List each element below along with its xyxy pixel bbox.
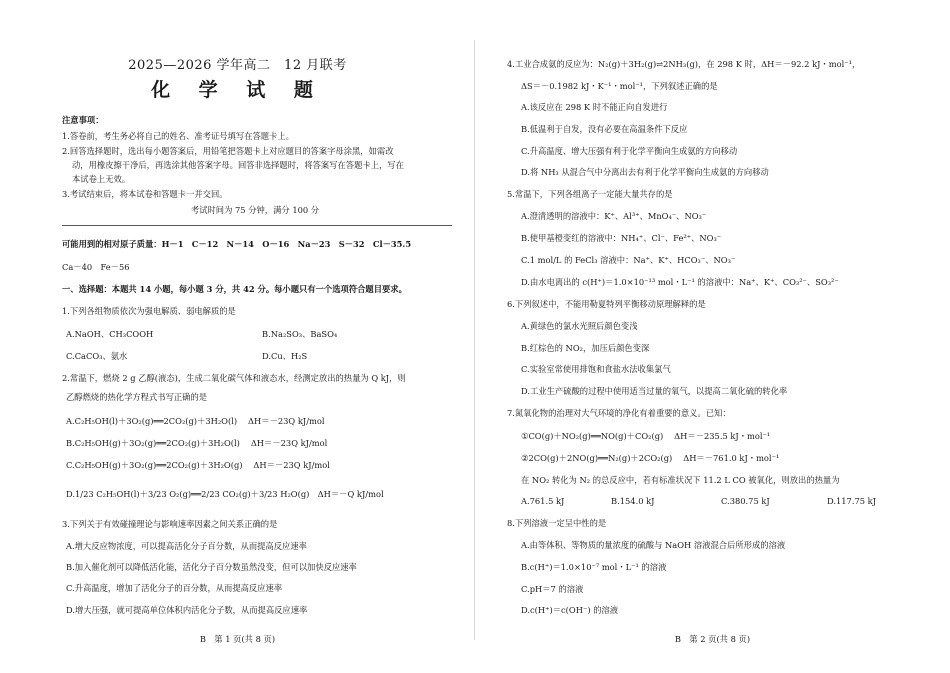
question-3-stem: 3.下列关于有效碰撞理论与影响速率因素之间关系正确的是	[62, 519, 278, 529]
question-8-option-b: B.c(H⁺)＝1.0×10⁻⁷ mol・L⁻¹ 的溶液	[521, 562, 667, 572]
subject-title: 化 学 试 题	[151, 79, 324, 101]
question-7-equation-2: ②2CO(g)＋2NO(g)══N₂(g)＋2CO₂(g) ΔH＝－761.0 kJ・mol⁻¹	[521, 453, 780, 463]
question-1-stem: 1.下列各组物质依次为强电解质、弱电解质的是	[62, 306, 236, 316]
divider-line	[62, 225, 452, 226]
question-2-stem-cont: 乙醇燃烧的热化学方程式书写正确的是	[66, 392, 208, 402]
page-footer: B 第 2 页(共 8 页)	[674, 634, 751, 644]
question-4-option-c: C.升高温度、增大压强有利于化学平衡向生成氨的方向移动	[521, 146, 738, 156]
question-2-stem: 2.常温下，燃烧 2 g 乙醇(液态)，生成二氧化碳气体和液态水，经测定放出的热量为 Q kJ，则	[62, 373, 406, 383]
question-4-option-a: A.该反应在 298 K 时不能正向自发进行	[521, 102, 668, 112]
question-5-option-a: A.澄清透明的溶液中：K⁺、Al³⁺、MnO₄⁻、NO₃⁻	[521, 211, 707, 221]
question-4-stem-cont: ΔS＝－0.1982 kJ・K⁻¹・mol⁻¹，下列叙述正确的是	[521, 81, 718, 91]
notice-heading: 注意事项：	[62, 115, 104, 125]
question-6-option-a: A.黄绿色的氯水光照后颜色变浅	[521, 321, 638, 331]
exam-name: 2025—2026 学年高二 12 月联考	[128, 58, 347, 73]
question-1-option-d: D.Cu、H₂S	[262, 351, 308, 361]
question-7-question: 在 NO₂ 转化为 N₂ 的总反应中，若有标准状况下 11.2 L CO 被氧化，则放出的热量为	[521, 475, 840, 485]
question-7-option-b: B.154.0 kJ	[611, 496, 655, 506]
notice-line: 动，用橡皮擦干净后，再选涂其他答案字母。回答非选择题时，将答案写在答题卡上，写在	[72, 160, 404, 170]
question-8-option-d: D.c(H⁺)＝c(OH⁻) 的溶液	[521, 605, 619, 615]
question-8-option-c: C.pH＝7 的溶液	[521, 584, 584, 594]
question-7-option-d: D.117.75 kJ	[827, 496, 877, 506]
question-6-option-d: D.工业生产硫酸的过程中使用适当过量的氧气，以提高二氧化硫的转化率	[521, 386, 788, 396]
question-5-option-d: D.由水电离出的 c(H⁺)＝1.0×10⁻¹³ mol・L⁻¹ 的溶液中：Na⁺、K⁺、CO₃²⁻、SO₃²⁻	[521, 277, 839, 287]
question-4-stem: 4.工业合成氨的反应为：N₂(g)＋3H₂(g)⇌2NH₃(g)，在 298 K 时，ΔH＝－92.2 kJ・mol⁻¹，	[507, 59, 861, 69]
notice-line: 本试卷上无效。	[72, 174, 131, 184]
question-1-option-c: C.CaCO₃、氨水	[66, 351, 128, 361]
question-2-option-a: A.C₂H₅OH(l)＋3O₂(g)══2CO₂(g)＋3H₂O(l) ΔH＝－23Q kJ/mol	[66, 416, 325, 426]
notice-line: 1.答卷前，考生务必将自己的姓名、准考证号填写在答题卡上。	[62, 131, 294, 141]
question-1-option-b: B.Na₂SO₃、BaSO₄	[262, 329, 338, 339]
question-2-option-b: B.C₂H₅OH(g)＋3O₂(g)══2CO₂(g)＋3H₂O(l) ΔH＝－23Q kJ/mol	[66, 438, 328, 448]
question-5-option-b: B.使甲基橙变红的溶液中：NH₄⁺、Cl⁻、Fe²⁺、NO₃⁻	[521, 233, 722, 243]
question-8-stem: 8.下列溶液一定呈中性的是	[507, 518, 607, 528]
atomic-masses: 可能用到的相对原子质量：H－1 C－12 N－14 O－16 Na－23 S－32 Cl－35.5	[62, 239, 412, 249]
question-7-stem: 7.氮氧化物的治理对大气环境的净化有着重要的意义。已知：	[507, 408, 731, 418]
question-5-option-c: C.1 mol/L 的 FeCl₃ 溶液中：Na⁺、K⁺、HCO₃⁻、NO₃⁻	[521, 255, 736, 265]
notice-line: 2.回答选择题时，选出每小题答案后，用铅笔把答题卡上对应题目的答案字母涂黑，如需改	[62, 146, 394, 156]
question-7-equation-1: ①CO(g)＋NO₂(g)══NO(g)＋CO₂(g) ΔH＝－235.5 kJ・mol⁻¹	[521, 431, 771, 441]
exam-time: 考试时间为 75 分钟，满分 100 分	[190, 205, 320, 215]
question-2-option-d: D.1/23 C₂H₅OH(l)＋3/23 O₂(g)══2/23 CO₂(g)＋3/23 H₂O(g) ΔH＝－Q kJ/mol	[66, 489, 384, 499]
question-6-option-c: C.实验室常使用排饱和食盐水法收集氯气	[521, 364, 671, 374]
section-heading: 一、选择题：本题共 14 小题，每小题 3 分，共 42 分。每小题只有一个选项符合题目要求。	[62, 284, 407, 294]
question-6-stem: 6.下列叙述中，不能用勒夏特列平衡移动原理解释的是	[507, 299, 706, 309]
question-4-option-d: D.将 NH₃ 从混合气中分离出去有利于化学平衡向生成氨的方向移动	[521, 167, 769, 177]
question-1-option-a: A.NaOH、CH₃COOH	[66, 329, 154, 339]
atomic-masses-cont: Ca－40 Fe－56	[62, 262, 130, 272]
question-5-stem: 5.常温下，下列各组离子一定能大量共存的是	[507, 189, 673, 199]
question-3-option-d: D.增大压强，就可提高单位体积内活化分子数，从而提高反应速率	[66, 605, 308, 615]
question-3-option-b: B.加入催化剂可以降低活化能，活化分子百分数虽然没变，但可以加快反应速率	[66, 562, 357, 572]
page-2	[475, 0, 950, 673]
question-2-option-c: C.C₂H₅OH(g)＋3O₂(g)══2CO₂(g)＋3H₂O(g) ΔH＝－23Q kJ/mol	[66, 460, 330, 470]
question-7-option-c: C.380.75 kJ	[721, 496, 770, 506]
notice-line: 3.考试结束后，将本试卷和答题卡一并交回。	[62, 189, 228, 199]
question-3-option-a: A.增大反应物浓度，可以提高活化分子百分数，从而提高反应速率	[66, 541, 307, 551]
question-6-option-b: B.红棕色的 NO₂，加压后颜色变深	[521, 343, 650, 353]
question-4-option-b: B.低温利于自发，没有必要在高温条件下反应	[521, 124, 688, 134]
question-8-option-a: A.由等体积、等物质的量浓度的硫酸与 NaOH 溶液混合后所形成的溶液	[521, 540, 786, 550]
question-7-option-a: A.761.5 kJ	[521, 496, 565, 506]
question-3-option-c: C.升高温度，增加了活化分子的百分数，从而提高反应速率	[66, 583, 283, 593]
page-footer: B 第 1 页(共 8 页)	[199, 634, 276, 644]
